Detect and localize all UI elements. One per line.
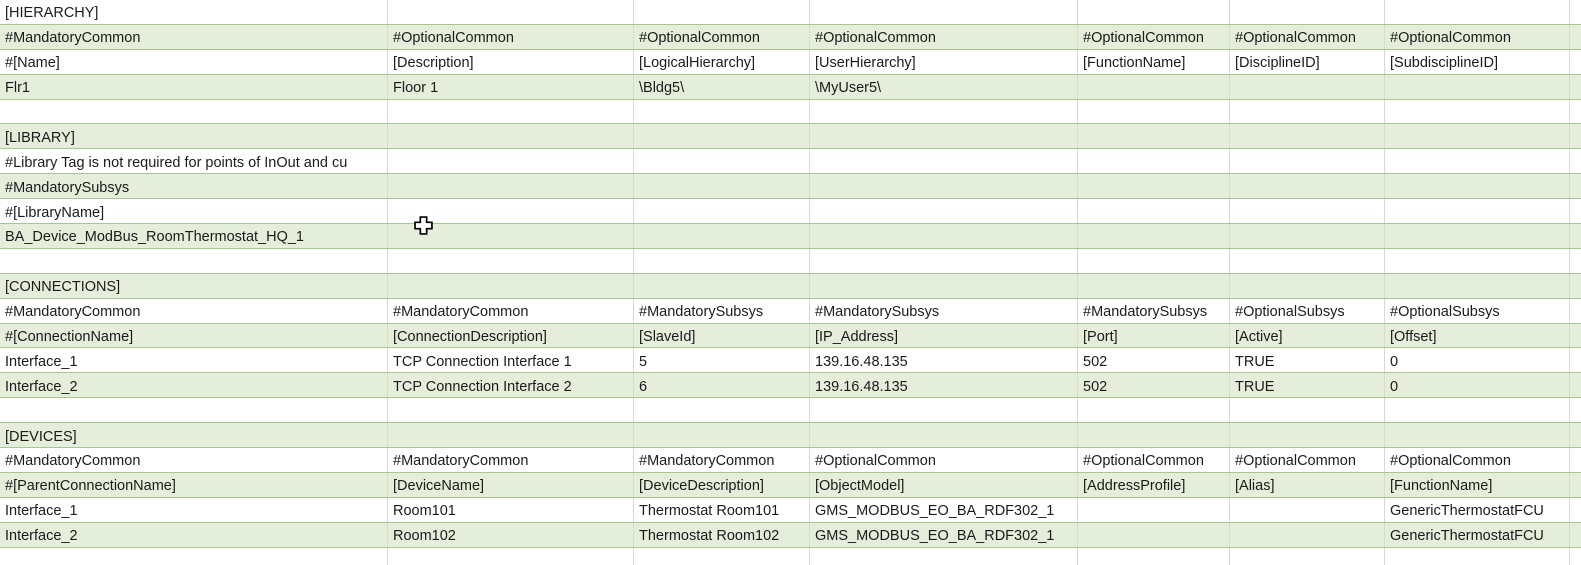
cell-D7[interactable]	[810, 149, 1078, 173]
cell-F2[interactable]: #OptionalCommon	[1230, 25, 1385, 49]
cell-F21[interactable]	[1230, 498, 1385, 522]
cell-E23[interactable]	[1078, 548, 1230, 565]
cell-G11[interactable]	[1385, 249, 1570, 273]
cell-C18[interactable]	[634, 423, 810, 447]
cell-F12[interactable]	[1230, 274, 1385, 298]
cell-E12[interactable]	[1078, 274, 1230, 298]
row-20	[0, 473, 1581, 498]
cell-E4[interactable]	[1078, 75, 1230, 99]
cell-B9[interactable]	[388, 199, 634, 223]
row-18	[0, 423, 1581, 448]
cell-F8[interactable]	[1230, 174, 1385, 198]
cell-G9[interactable]	[1385, 199, 1570, 223]
row-15	[0, 348, 1581, 373]
cell-D13[interactable]: #MandatorySubsys	[810, 299, 1078, 323]
row-10	[0, 224, 1581, 249]
cell-G18[interactable]	[1385, 423, 1570, 447]
cell-H2[interactable]	[1570, 25, 1581, 49]
cell-H8[interactable]	[1570, 174, 1581, 198]
cell-G3[interactable]: [SubdisciplineID]	[1385, 50, 1570, 74]
cell-E18[interactable]	[1078, 423, 1230, 447]
cell-G12[interactable]	[1385, 274, 1570, 298]
cell-G16[interactable]: 0	[1385, 373, 1570, 397]
row-8	[0, 174, 1581, 199]
cell-B7[interactable]	[388, 149, 634, 173]
cell-C22[interactable]: Thermostat Room102	[634, 523, 810, 547]
cell-A12[interactable]: [CONNECTIONS]	[0, 274, 388, 298]
cell-B6[interactable]	[388, 124, 634, 148]
cell-D8[interactable]	[810, 174, 1078, 198]
cell-E15[interactable]: 502	[1078, 348, 1230, 372]
cell-E22[interactable]	[1078, 523, 1230, 547]
cell-G20[interactable]: [FunctionName]	[1385, 473, 1570, 497]
cell-B5[interactable]	[388, 100, 634, 124]
row-13	[0, 299, 1581, 324]
cell-D18[interactable]	[810, 423, 1078, 447]
cell-C20[interactable]: [DeviceDescription]	[634, 473, 810, 497]
cell-H15[interactable]	[1570, 348, 1581, 372]
cell-C4[interactable]: \Bldg5\	[634, 75, 810, 99]
cell-B15[interactable]: TCP Connection Interface 1	[388, 348, 634, 372]
cell-C19[interactable]: #MandatoryCommon	[634, 448, 810, 472]
cell-F4[interactable]	[1230, 75, 1385, 99]
row-12	[0, 274, 1581, 299]
cell-D19[interactable]: #OptionalCommon	[810, 448, 1078, 472]
cell-G13[interactable]: #OptionalSubsys	[1385, 299, 1570, 323]
cell-D4[interactable]: \MyUser5\	[810, 75, 1078, 99]
cell-C11[interactable]	[634, 249, 810, 273]
row-22	[0, 523, 1581, 548]
cell-F19[interactable]: #OptionalCommon	[1230, 448, 1385, 472]
cell-A1[interactable]: [HIERARCHY]	[0, 0, 388, 24]
cell-C2[interactable]: #OptionalCommon	[634, 25, 810, 49]
row-3	[0, 50, 1581, 75]
row-21	[0, 498, 1581, 523]
cell-A2[interactable]: #MandatoryCommon	[0, 25, 388, 49]
cell-H1[interactable]	[1570, 0, 1581, 24]
cell-F1[interactable]	[1230, 0, 1385, 24]
cell-C7[interactable]	[634, 149, 810, 173]
cell-F23[interactable]	[1230, 548, 1385, 565]
cell-B22[interactable]: Room102	[388, 523, 634, 547]
row-14	[0, 324, 1581, 349]
cell-H14[interactable]	[1570, 324, 1581, 348]
cell-B2[interactable]: #OptionalCommon	[388, 25, 634, 49]
cell-G1[interactable]	[1385, 0, 1570, 24]
row-4	[0, 75, 1581, 100]
cell-D6[interactable]	[810, 124, 1078, 148]
cell-H5[interactable]	[1570, 100, 1581, 124]
cell-D10[interactable]	[810, 224, 1078, 248]
row-6	[0, 124, 1581, 149]
cell-H20[interactable]	[1570, 473, 1581, 497]
cell-A15[interactable]: Interface_1	[0, 348, 388, 372]
cell-H18[interactable]	[1570, 423, 1581, 447]
cell-A18[interactable]: [DEVICES]	[0, 423, 388, 447]
cell-E17[interactable]	[1078, 398, 1230, 422]
cell-E9[interactable]	[1078, 199, 1230, 223]
row-1	[0, 0, 1581, 25]
cell-C3[interactable]: [LogicalHierarchy]	[634, 50, 810, 74]
cell-B20[interactable]: [DeviceName]	[388, 473, 634, 497]
cell-E2[interactable]: #OptionalCommon	[1078, 25, 1230, 49]
cell-B13[interactable]: #MandatoryCommon	[388, 299, 634, 323]
cell-H21[interactable]	[1570, 498, 1581, 522]
cell-C10[interactable]	[634, 224, 810, 248]
cell-G10[interactable]	[1385, 224, 1570, 248]
cell-D15[interactable]: 139.16.48.135	[810, 348, 1078, 372]
cell-A4[interactable]: Flr1	[0, 75, 388, 99]
cell-G21[interactable]: GenericThermostatFCU	[1385, 498, 1570, 522]
cell-G2[interactable]: #OptionalCommon	[1385, 25, 1570, 49]
cell-D20[interactable]: [ObjectModel]	[810, 473, 1078, 497]
cell-H22[interactable]	[1570, 523, 1581, 547]
cell-A21[interactable]: Interface_1	[0, 498, 388, 522]
cell-G14[interactable]: [Offset]	[1385, 324, 1570, 348]
cell-F15[interactable]: TRUE	[1230, 348, 1385, 372]
cell-A23[interactable]	[0, 548, 388, 565]
cell-F9[interactable]	[1230, 199, 1385, 223]
cell-D16[interactable]: 139.16.48.135	[810, 373, 1078, 397]
cell-D22[interactable]: GMS_MODBUS_EO_BA_RDF302_1	[810, 523, 1078, 547]
cell-F20[interactable]: [Alias]	[1230, 473, 1385, 497]
cell-G15[interactable]: 0	[1385, 348, 1570, 372]
cell-A10[interactable]: BA_Device_ModBus_RoomThermostat_HQ_1	[0, 224, 388, 248]
cell-C9[interactable]	[634, 199, 810, 223]
cell-H12[interactable]	[1570, 274, 1581, 298]
cell-F5[interactable]	[1230, 100, 1385, 124]
cell-A16[interactable]: Interface_2	[0, 373, 388, 397]
cell-B8[interactable]	[388, 174, 634, 198]
cell-G8[interactable]	[1385, 174, 1570, 198]
cell-E16[interactable]: 502	[1078, 373, 1230, 397]
cell-F17[interactable]	[1230, 398, 1385, 422]
cell-B18[interactable]	[388, 423, 634, 447]
cell-E19[interactable]: #OptionalCommon	[1078, 448, 1230, 472]
cell-E14[interactable]: [Port]	[1078, 324, 1230, 348]
cell-B3[interactable]: [Description]	[388, 50, 634, 74]
cell-H7[interactable]	[1570, 149, 1581, 173]
cell-D12[interactable]	[810, 274, 1078, 298]
cell-H23[interactable]	[1570, 548, 1581, 565]
cell-E10[interactable]	[1078, 224, 1230, 248]
cell-D14[interactable]: [IP_Address]	[810, 324, 1078, 348]
cell-C13[interactable]: #MandatorySubsys	[634, 299, 810, 323]
cell-D5[interactable]	[810, 100, 1078, 124]
cell-C16[interactable]: 6	[634, 373, 810, 397]
cell-H13[interactable]	[1570, 299, 1581, 323]
row-2	[0, 25, 1581, 50]
cell-E13[interactable]: #MandatorySubsys	[1078, 299, 1230, 323]
row-16	[0, 373, 1581, 398]
cell-B23[interactable]	[388, 548, 634, 565]
cell-B1[interactable]	[388, 0, 634, 24]
cell-A3[interactable]: #[Name]	[0, 50, 388, 74]
cell-C8[interactable]	[634, 174, 810, 198]
cell-D1[interactable]	[810, 0, 1078, 24]
cell-C12[interactable]	[634, 274, 810, 298]
cell-D11[interactable]	[810, 249, 1078, 273]
cell-E5[interactable]	[1078, 100, 1230, 124]
cell-E20[interactable]: [AddressProfile]	[1078, 473, 1230, 497]
row-23	[0, 548, 1581, 565]
cell-A20[interactable]: #[ParentConnectionName]	[0, 473, 388, 497]
cell-B10[interactable]	[388, 224, 634, 248]
cell-C1[interactable]	[634, 0, 810, 24]
cell-C23[interactable]	[634, 548, 810, 565]
cell-H16[interactable]	[1570, 373, 1581, 397]
cell-H4[interactable]	[1570, 75, 1581, 99]
cell-F7[interactable]	[1230, 149, 1385, 173]
cell-D2[interactable]: #OptionalCommon	[810, 25, 1078, 49]
cell-F3[interactable]: [DisciplineID]	[1230, 50, 1385, 74]
cell-E1[interactable]	[1078, 0, 1230, 24]
cell-G6[interactable]	[1385, 124, 1570, 148]
cell-G19[interactable]: #OptionalCommon	[1385, 448, 1570, 472]
cell-E6[interactable]	[1078, 124, 1230, 148]
cell-B14[interactable]: [ConnectionDescription]	[388, 324, 634, 348]
cell-B21[interactable]: Room101	[388, 498, 634, 522]
cell-G5[interactable]	[1385, 100, 1570, 124]
cell-A6[interactable]: [LIBRARY]	[0, 124, 388, 148]
cell-H17[interactable]	[1570, 398, 1581, 422]
cell-A13[interactable]: #MandatoryCommon	[0, 299, 388, 323]
row-11	[0, 249, 1581, 274]
cell-F16[interactable]: TRUE	[1230, 373, 1385, 397]
cell-B11[interactable]	[388, 249, 634, 273]
cell-F14[interactable]: [Active]	[1230, 324, 1385, 348]
cell-F13[interactable]: #OptionalSubsys	[1230, 299, 1385, 323]
cell-C5[interactable]	[634, 100, 810, 124]
cell-G23[interactable]	[1385, 548, 1570, 565]
cell-C17[interactable]	[634, 398, 810, 422]
cell-H19[interactable]	[1570, 448, 1581, 472]
cell-C6[interactable]	[634, 124, 810, 148]
cell-H10[interactable]	[1570, 224, 1581, 248]
cell-B12[interactable]	[388, 274, 634, 298]
cell-B17[interactable]	[388, 398, 634, 422]
cell-H6[interactable]	[1570, 124, 1581, 148]
row-17	[0, 398, 1581, 423]
cell-H3[interactable]	[1570, 50, 1581, 74]
cell-A9[interactable]: #[LibraryName]	[0, 199, 388, 223]
cell-A19[interactable]: #MandatoryCommon	[0, 448, 388, 472]
cell-G7[interactable]	[1385, 149, 1570, 173]
cell-D9[interactable]	[810, 199, 1078, 223]
cell-E8[interactable]	[1078, 174, 1230, 198]
cell-D21[interactable]: GMS_MODBUS_EO_BA_RDF302_1	[810, 498, 1078, 522]
cell-E3[interactable]: [FunctionName]	[1078, 50, 1230, 74]
cell-A11[interactable]	[0, 249, 388, 273]
cell-B19[interactable]: #MandatoryCommon	[388, 448, 634, 472]
cell-F10[interactable]	[1230, 224, 1385, 248]
cell-H11[interactable]	[1570, 249, 1581, 273]
cell-G22[interactable]: GenericThermostatFCU	[1385, 523, 1570, 547]
cell-F11[interactable]	[1230, 249, 1385, 273]
cell-A7[interactable]: #Library Tag is not required for points of InOut and cu	[0, 149, 388, 173]
cell-D17[interactable]	[810, 398, 1078, 422]
cell-C15[interactable]: 5	[634, 348, 810, 372]
cell-B4[interactable]: Floor 1	[388, 75, 634, 99]
row-5	[0, 100, 1581, 125]
cell-F22[interactable]	[1230, 523, 1385, 547]
cell-A14[interactable]: #[ConnectionName]	[0, 324, 388, 348]
cell-D3[interactable]: [UserHierarchy]	[810, 50, 1078, 74]
cell-H9[interactable]	[1570, 199, 1581, 223]
cell-C14[interactable]: [SlaveId]	[634, 324, 810, 348]
cell-F6[interactable]	[1230, 124, 1385, 148]
cell-A5[interactable]	[0, 100, 388, 124]
cell-B16[interactable]: TCP Connection Interface 2	[388, 373, 634, 397]
cell-D23[interactable]	[810, 548, 1078, 565]
cell-A22[interactable]: Interface_2	[0, 523, 388, 547]
cell-G4[interactable]	[1385, 75, 1570, 99]
cell-G17[interactable]	[1385, 398, 1570, 422]
cell-A8[interactable]: #MandatorySubsys	[0, 174, 388, 198]
cell-E11[interactable]	[1078, 249, 1230, 273]
cell-E21[interactable]	[1078, 498, 1230, 522]
cell-A17[interactable]	[0, 398, 388, 422]
row-19	[0, 448, 1581, 473]
cell-E7[interactable]	[1078, 149, 1230, 173]
cell-C21[interactable]: Thermostat Room101	[634, 498, 810, 522]
row-9	[0, 199, 1581, 224]
cell-F18[interactable]	[1230, 423, 1385, 447]
row-7	[0, 149, 1581, 174]
